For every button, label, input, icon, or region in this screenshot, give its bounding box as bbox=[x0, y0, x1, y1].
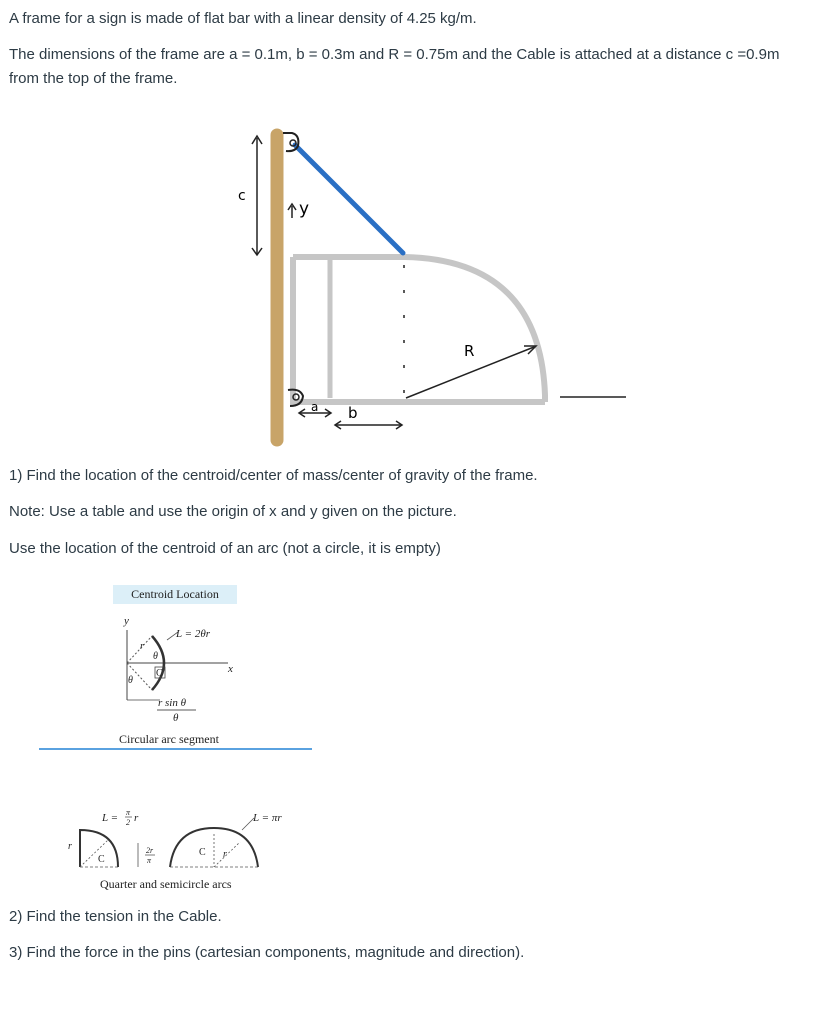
quarter-L-num: π bbox=[126, 808, 131, 817]
quarter-L-r: r bbox=[134, 812, 139, 824]
r-label: r bbox=[140, 641, 144, 652]
centroid-header: Centroid Location bbox=[113, 585, 237, 604]
axis-y-label: y bbox=[124, 615, 129, 627]
b-label: b bbox=[348, 404, 358, 422]
quarter-2r-num: 2r bbox=[146, 846, 154, 855]
semicircle-c-label: C bbox=[199, 847, 206, 858]
axis-x-label: x bbox=[228, 663, 233, 675]
quarter-c-label: C bbox=[98, 854, 105, 865]
rsin-denominator: θ bbox=[173, 712, 179, 724]
y-label: y bbox=[299, 199, 310, 219]
problem-line-1: A frame for a sign is made of flat bar with a linear density of 4.25 kg/m. bbox=[9, 10, 477, 27]
semicircle-r-label: r bbox=[223, 849, 227, 860]
c-label-arc: C bbox=[156, 668, 163, 679]
theta-lower: θ bbox=[128, 675, 133, 686]
quarter-L-label: L = bbox=[102, 812, 119, 824]
problem-line-2a: The dimensions of the frame are a = 0.1m, b = 0.3m and R = 0.75m and the Cable is attached at a distance c =0.9m bbox=[9, 46, 780, 63]
question-1: 1) Find the location of the centroid/center of mass/center of gravity of the frame. bbox=[9, 467, 538, 484]
R-label: R bbox=[464, 342, 475, 360]
arcs-caption: Quarter and semicircle arcs bbox=[100, 877, 232, 891]
note-table: Note: Use a table and use the origin of x and y given on the picture. bbox=[9, 503, 457, 520]
problem-line-2b: from the top of the frame. bbox=[9, 70, 178, 87]
c-label: c bbox=[238, 188, 246, 204]
note-arc: Use the location of the centroid of an arc (not a circle, it is empty) bbox=[9, 540, 441, 557]
rsin-numerator: r sin θ bbox=[158, 697, 187, 709]
question-3: 3) Find the force in the pins (cartesian components, magnitude and direction). bbox=[9, 944, 525, 961]
circular-arc-caption: Circular arc segment bbox=[119, 732, 219, 746]
question-2: 2) Find the tension in the Cable. bbox=[9, 908, 222, 925]
quarter-L-den: 2 bbox=[126, 818, 130, 827]
semicircle-r-line bbox=[214, 842, 240, 867]
quarter-2r-den: π bbox=[147, 856, 152, 865]
quarter-r-label: r bbox=[68, 841, 72, 852]
semicircle-L-label: L = πr bbox=[253, 812, 282, 824]
theta-upper: θ bbox=[153, 651, 158, 662]
L-formula: L = 2θr bbox=[176, 628, 211, 640]
a-label: a bbox=[311, 400, 319, 414]
